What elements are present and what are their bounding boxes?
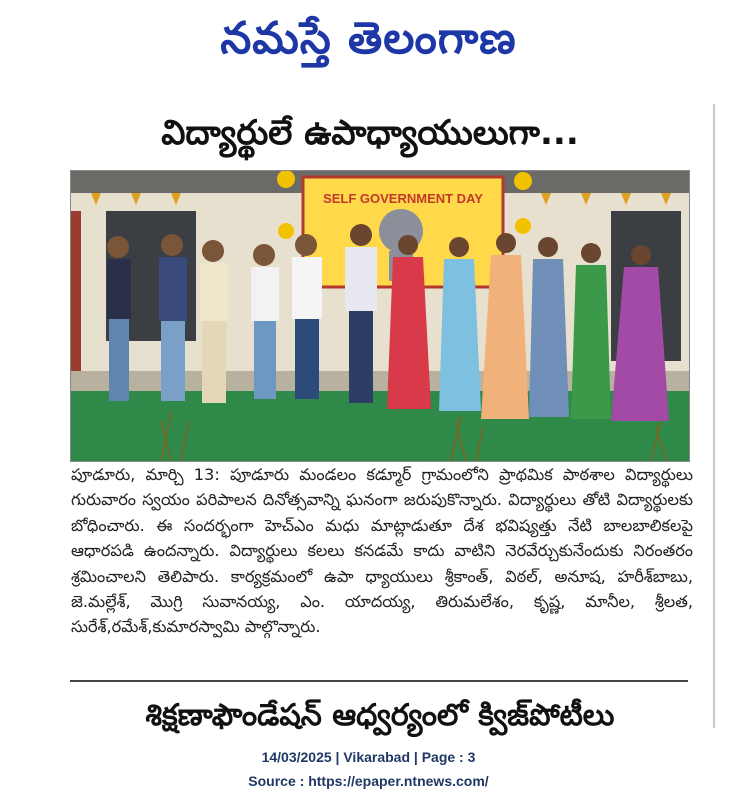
section-divider — [70, 680, 688, 682]
headline-text: విద్యార్థులే ఉపాధ్యాయులుగా... — [161, 113, 579, 153]
article-body — [71, 462, 693, 640]
footer-source-link[interactable]: Source : https://epaper.ntnews.com/ — [248, 773, 489, 789]
school-event-photo — [71, 171, 689, 461]
footer-date-line: 14/03/2025 | Vikarabad | Page : 3 — [261, 749, 476, 765]
source-footer — [0, 745, 737, 793]
banner-text: SELF GOVERNMENT DAY — [323, 191, 483, 206]
column-rule — [713, 104, 715, 728]
newspaper-masthead — [0, 8, 737, 70]
article-headline — [90, 108, 650, 158]
next-article-headline — [60, 694, 700, 738]
next-headline-text: శిక్షణాఫౌండేషన్ ఆధ్వర్యంలో క్విజ్‌పోటీలు — [145, 698, 615, 733]
article-text: పూడూరు, మార్చి 13: పూడూరు మండలం కడ్మూర్ గ్రామంలోని ప్రాథమిక పాఠశాల విద్యార్థులు గురువారం స్వయం పరిపాలన దినోత్సవాన్ని ఘనంగా జరుపుకొన్నారు. విద్యార్థులు తోటి విద్యార్థులకు బోధించారు. ఈ సందర్భంగా హెచ్ఎం మధు మాట్లాడుతూ దేశ భవిష్యత్తు నేటి బాలబాలికలపై ఆధారపడి ఉందన్నారు. విద్యార్థులు కలలు కనడమే కాదు వాటిని నెరవేర్చుకునేందుకు నిరంతరం శ్రమించాలని తెలిపారు. కార్యక్రమంలో ఉపా ధ్యాయులు శ్రీకాంత్, విఠల్, అనూష, హరీశ్‌బాబు, జె.మల్లేశ్, మొగ్రి సువానయ్య, ఎం. యాదయ్య, తిరుమలేశం, కృష్ణ, మానీల, శ్రీలత, సురేశ్,రమేశ్,కుమారస్వామి పాల్గొన్నారు. — [71, 465, 693, 637]
article-photo — [70, 170, 690, 462]
masthead-title: నమస్తే తెలంగాణ — [220, 13, 517, 64]
